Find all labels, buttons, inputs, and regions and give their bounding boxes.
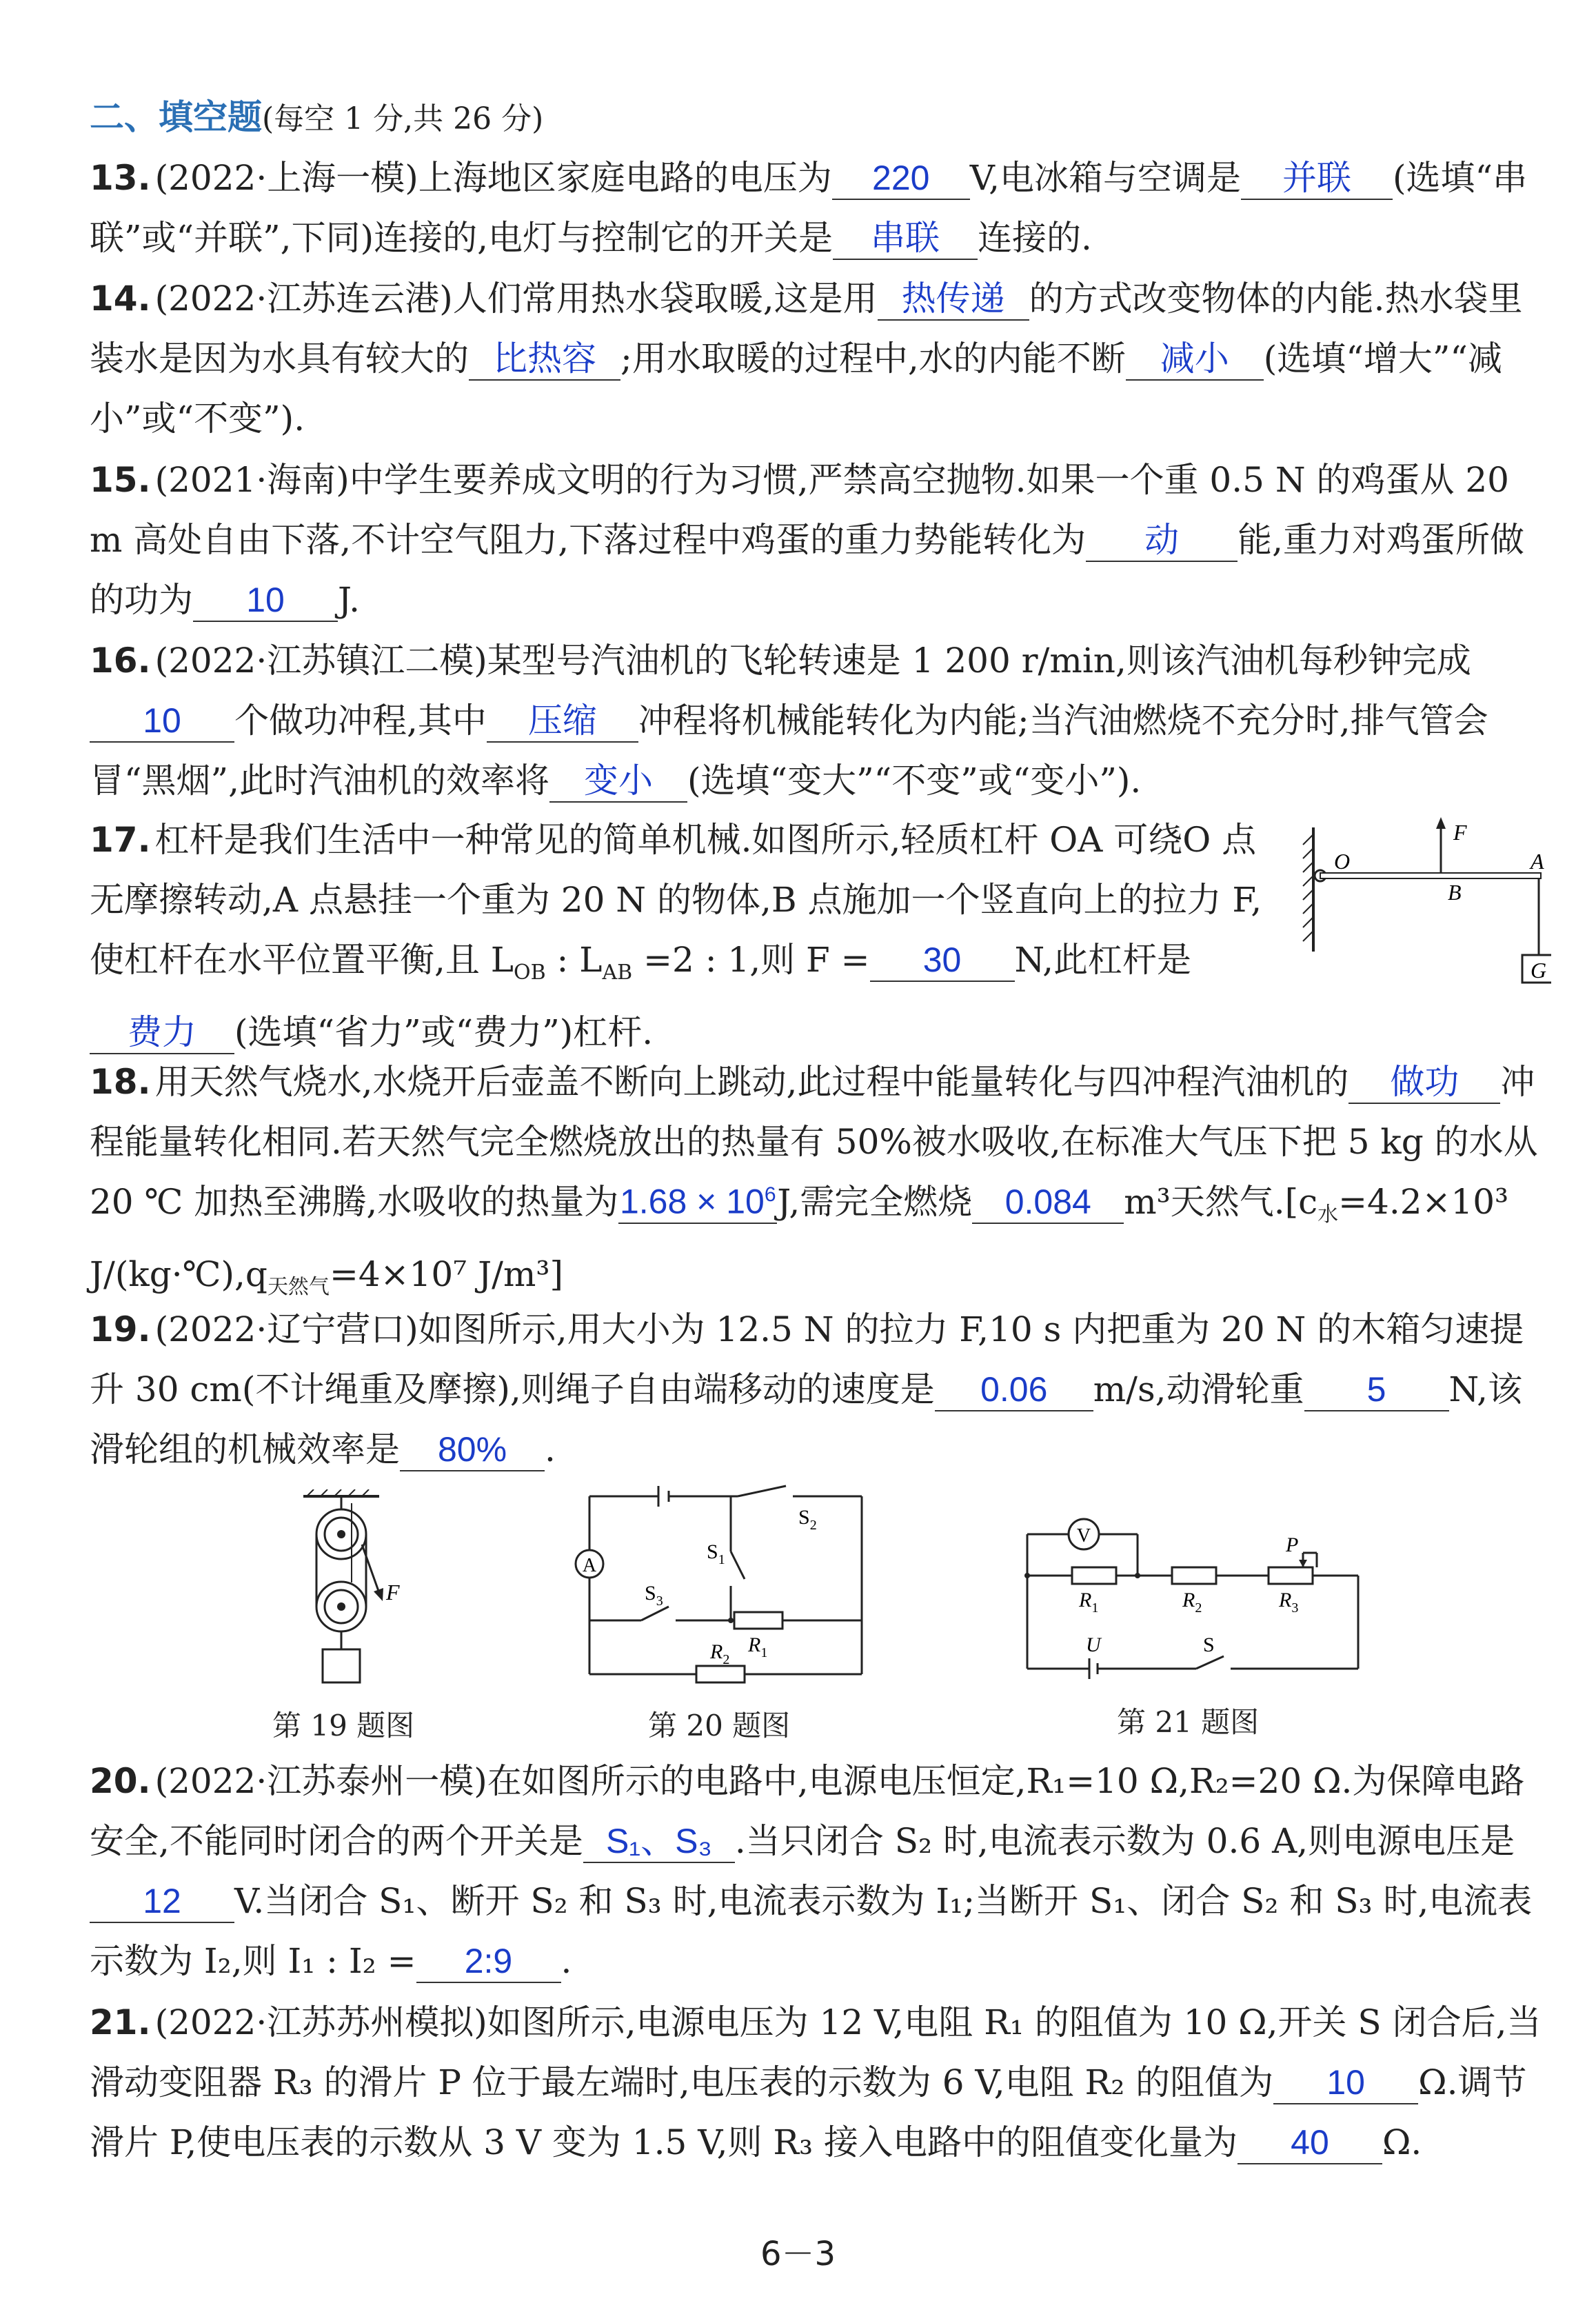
question-text: 连接的. [977,218,1092,258]
question-text: =4.2×10³ J/(kg·℃),q [90,1182,1509,1294]
question-text: (选填“变大”“不变”或“变小”). [687,761,1142,801]
label-S: S [1203,1634,1215,1656]
question-text: 的方式改变物体的内能.热水袋里装水是因为水具有较大的 [90,279,1523,379]
question-text: 在如图所示的电路中,电源电压恒定,R₁=10 Ω,R₂=20 Ω.为保障电路安全,不能同时闭合的两个开关是 [90,1761,1525,1861]
answer-blank[interactable]: 动 [1086,519,1238,562]
label-R2 [709,1640,729,1667]
label-F: F [1453,820,1467,845]
question-13 [90,148,1544,268]
resistor-label: R [1279,1589,1292,1611]
answer-text: 1.68 × 10 [619,1183,765,1221]
subscript: 2 [809,1518,817,1533]
question-text: m/s,动滑轮重 [1093,1369,1304,1409]
subscript: 1 [1091,1600,1099,1616]
switch-label: S [645,1582,656,1605]
subscript: OB [514,961,546,985]
question-text: .当只闭合 S₂ 时,电流表示数为 0.6 A,则电源电压是 [734,1821,1515,1861]
question-text: Ω. [1382,2122,1422,2162]
question-text: J. [338,580,361,620]
question-20 [90,1751,1544,1991]
question-text: V.当闭合 S₁、断开 S₂ 和 S₃ 时,电流表示数为 I₁;当断开 S₁、闭合 S₂ 和 S₃ 时,电流表示数为 I₂,则 I₁ : I₂ = [90,1881,1533,1981]
answer-blank[interactable]: S₁、S₃ [583,1820,735,1863]
resistor-label: R [1079,1589,1092,1611]
question-source: (2022·上海一模) [154,158,418,198]
question-source: (2022·江苏泰州一模) [154,1761,487,1801]
question-text: N,该滑轮组的机械效率是 [90,1369,1522,1469]
answer-blank[interactable]: 40 [1238,2122,1382,2164]
question-21 [90,1993,1544,2173]
answer-blank[interactable] [618,1174,777,1224]
label-S1 [707,1540,725,1567]
label-O: O [1334,849,1351,874]
answer-blank[interactable]: 30 [870,939,1015,982]
question-text: 人们常用热水袋取暖,这是用 [452,279,878,319]
answer-blank[interactable]: 压缩 [487,700,638,743]
question-text: 冲程能量转化相同.若天然气完全燃烧放出的热量有 50%被水吸收,在标准大气压下把 5 kg 的水从 20 ℃ 加热至沸腾,水吸收的热量为 [90,1062,1538,1222]
label-U: U [1086,1634,1101,1656]
subscript: 1 [718,1552,725,1567]
label-R3 [1278,1589,1298,1616]
subscript: 天然气 [267,1275,330,1299]
question-text: : L [545,940,603,980]
question-text: 用天然气烧水,水烧开后壶盖不断向上跳动,此过程中能量转化与四冲程汽油机的 [154,1062,1349,1102]
subscript: 3 [656,1594,663,1609]
subscript: 2 [723,1652,730,1667]
pulley-figure [276,1489,427,1696]
question-text: 上海地区家庭电路的电压为 [418,158,832,198]
question-text: 个做功冲程,其中 [234,701,487,741]
page-number: 6－3 [760,2235,836,2273]
question-text: V,电冰箱与空调是 [969,158,1241,198]
answer-blank[interactable]: 串联 [833,217,978,260]
question-15 [90,450,1544,630]
answer-blank[interactable]: 减小 [1126,338,1264,381]
label-P: P [1286,1534,1299,1556]
question-text: 中学生要养成文明的行为习惯,严禁高空抛物.如果一个重 0.5 N 的鸡蛋从 20 m 高处自由下落,不计空气阻力,下落过程中鸡蛋的重力势能转化为 [90,460,1509,560]
label-G: G [1531,958,1547,983]
question-text: (选填“串联”或“并联”,下同)连接的,电灯与控制它的开关是 [90,158,1528,258]
answer-blank[interactable]: 10 [90,700,234,743]
question-16 [90,631,1544,811]
section-note: (每空 1 分,共 26 分) [262,101,544,137]
subscript: 水 [1317,1203,1339,1227]
question-text: =4×10⁷ J/m³] [329,1254,563,1294]
answer-blank[interactable]: 0.06 [935,1369,1093,1411]
answer-blank[interactable]: 2:9 [416,1940,561,1983]
answer-blank[interactable]: 做功 [1348,1061,1500,1104]
label-R1 [747,1634,767,1660]
answer-blank[interactable]: 0.084 [972,1181,1124,1224]
question-text: 如图所示,用大小为 12.5 N 的拉力 F,10 s 内把重为 20 N 的木箱匀速提升 30 cm(不计绳重及摩擦),则绳子自由端移动的速度是 [90,1309,1524,1409]
label-B: B [1448,880,1462,905]
question-source: (2022·江苏镇江二模) [154,641,487,681]
question-number: 18. [90,1062,151,1102]
question-source: (2022·江苏连云港) [154,279,453,319]
question-number: 13. [90,158,151,198]
answer-blank[interactable]: 80% [400,1429,545,1471]
question-number: 14. [90,279,151,319]
question-text: 冲程将机械能转化为内能;当汽油燃烧不充分时,排气管会冒“黑烟”,此时汽油机的效率将 [90,701,1488,801]
subscript: 3 [1291,1600,1299,1616]
answer-blank[interactable]: 220 [832,157,970,200]
figure-19-caption: 第 19 题图 [272,1709,415,1742]
answer-blank[interactable]: 热传递 [878,278,1029,321]
question-number: 16. [90,641,151,681]
label-S3 [645,1582,663,1609]
switch-label: S [707,1540,718,1563]
figure-21-caption: 第 21 题图 [1117,1705,1260,1739]
answer-blank[interactable]: 10 [1273,2062,1418,2104]
subscript: 1 [760,1645,768,1660]
section-title-text: 二、填空题 [90,97,262,137]
question-number: 17. [90,820,151,860]
superscript: 6 [764,1183,776,1207]
question-source: (2021·海南) [154,460,350,500]
question-text: . [545,1429,556,1469]
question-text: Ω.调节滑片 P,使电压表的示数从 3 V 变为 1.5 V,则 R₃ 接入电路中的阻值变化量为 [90,2062,1527,2162]
question-number: 15. [90,460,151,500]
question-number: 21. [90,2002,151,2042]
ammeter-label: A [582,1555,597,1576]
question-text: 某型号汽油机的飞轮转速是 1 200 r/min,则该汽油机每秒钟完成 [487,641,1471,681]
question-text: (选填“省力”或“费力”)杠杆. [234,1012,654,1052]
question-source: (2022·辽宁营口) [154,1309,418,1349]
question-text: 杠杆是我们生活中一种常见的简单机械.如图所示,轻质杠杆 OA 可绕O 点无摩擦转动,A 点悬挂一个重为 20 N 的物体,B 点施加一个竖直向上的拉力 F,使杠杆在水平位置平衡,且 L [90,820,1262,980]
answer-blank[interactable]: 费力 [90,1012,234,1054]
lever-figure [1296,814,1551,993]
question-number: 19. [90,1309,151,1349]
question-text: . [560,1941,572,1981]
resistor-label: R [1182,1589,1195,1611]
question-text: N,此杠杆是 [1014,940,1191,980]
switch-label: S [798,1506,810,1529]
figure-20-caption: 第 20 题图 [648,1709,791,1742]
answer-blank[interactable]: 5 [1304,1369,1449,1411]
question-17 [90,810,1275,1063]
question-number: 20. [90,1761,151,1801]
label-F: F [386,1580,400,1605]
circuit-figure-20 [565,1482,876,1696]
label-S2 [798,1506,817,1533]
question-text: 如图所示,电源电压为 12 V,电阻 R₁ 的阻值为 10 Ω,开关 S 闭合后,当滑动变阻器 R₃ 的滑片 P 位于最左端时,电压表的示数为 6 V,电阻 R₂ 的阻值为 [90,2002,1542,2102]
answer-blank[interactable]: 10 [193,579,338,622]
subscript: 2 [1195,1600,1202,1616]
question-text: (选填“增大”“减小”或“不变”). [90,339,1502,439]
voltmeter-label: V [1076,1525,1091,1547]
resistor-label: R [710,1640,723,1663]
question-text: 能,重力对鸡蛋所做的功为 [90,520,1524,620]
answer-blank[interactable]: 比热容 [469,338,620,381]
question-19 [90,1300,1544,1480]
question-18 [90,1052,1544,1317]
question-source: (2022·江苏苏州模拟) [154,2002,487,2042]
circuit-figure-21 [1013,1503,1372,1689]
label-R2 [1182,1589,1202,1616]
question-text: J,需完全燃烧 [777,1182,973,1222]
question-text: =2 : 1,则 F = [632,940,870,980]
question-text: m³天然气.[c [1124,1182,1318,1222]
question-14 [90,269,1544,449]
section-title [90,90,543,139]
label-A: A [1531,849,1544,874]
answer-blank[interactable]: 12 [90,1880,234,1923]
resistor-label: R [748,1634,761,1656]
question-text: ;用水取暖的过程中,水的内能不断 [620,339,1126,379]
answer-blank[interactable]: 变小 [549,760,687,803]
answer-blank[interactable]: 并联 [1241,157,1393,200]
subscript: AB [602,961,633,985]
label-R1 [1078,1589,1098,1616]
